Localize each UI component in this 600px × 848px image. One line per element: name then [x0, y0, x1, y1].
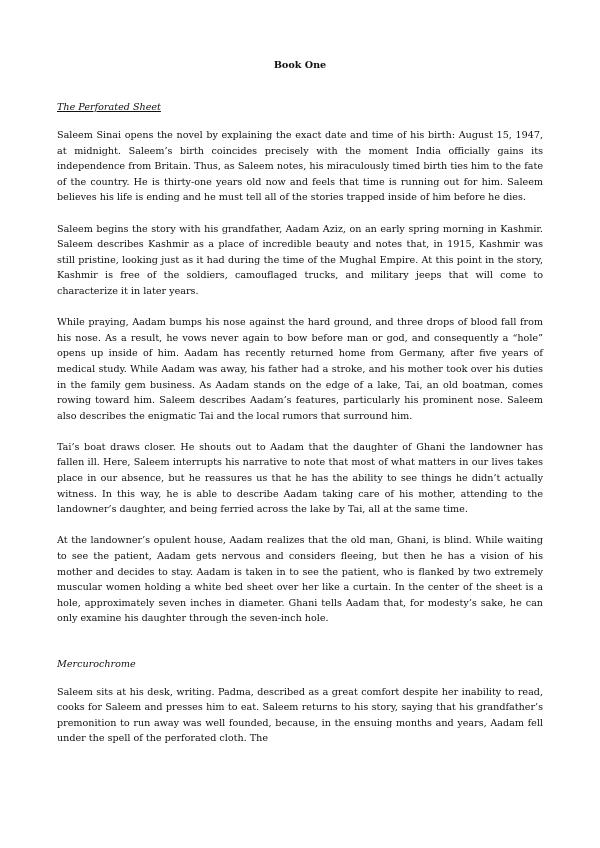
section-heading: The Perforated Sheet: [57, 102, 161, 113]
section-gap: [57, 643, 543, 659]
book-title: Book One: [273, 60, 327, 71]
paragraph: Saleem begins the story with his grandfather, Aadam Aziz, on an early spring morning in Kashmir. Saleem describes Kashmir as a place of incredible beauty and notes that, in 1915, Kashmir was still pristine, looking just as it had during the time of the Mughal Empire. At this point in the story, Kashmir is free of the soldiers, camouflaged trucks, and military jeeps that will come to characterize it in later years.: [57, 223, 543, 297]
paragraph: Saleem sits at his desk, writing. Padma, described as a great comfort despite her inability to read, cooks for Saleem and presses him to eat. Saleem returns to his story, saying that his grandfather’s premonition to run away was well founded, because, in the ensuing months and years, Aadam fell under the spell of the perforated cloth. The: [57, 686, 543, 745]
section-perforated-sheet: [57, 102, 543, 627]
paragraph: At the landowner’s opulent house, Aadam realizes that the old man, Ghani, is blind. While waiting to see the patient, Aadam gets nervous and considers fleeing, but then he has a vision of his mother and decides to stay. Aadam is taken in to see the patient, who is flanked by two extremely muscular women holding a white bed sheet over her like a curtain. In the center of the sheet is a hole, approximately seven inches in diameter. Ghani tells Aadam that, for modesty’s sake, he can only examine his daughter through the seven-inch hole.: [57, 535, 543, 625]
paragraph: While praying, Aadam bumps his nose against the hard ground, and three drops of blood fall from his nose. As a result, he vows never again to bow before man or god, and consequently a “hole” opens up inside of him. Aadam has recently returned home from Germany, after five years of medical study. While Aadam was away, his father had a stroke, and his mother took over his duties in the family gem business. As Aadam stands on the edge of a lake, Tai, an old boatman, comes rowing toward him. Saleem describes Aadam’s features, particularly his prominent nose. Saleem also describes the enigmatic Tai and the local rumors that surround him.: [57, 317, 543, 422]
section-mercurochrome: [57, 659, 543, 747]
section-heading: Mercurochrome: [57, 658, 136, 670]
paragraph: Tai’s boat draws closer. He shouts out to Aadam that the daughter of Ghani the landowner has fallen ill. Here, Saleem interrupts his narrative to note that most of what matters in our lives takes place in our absence, but he reassures us that he has the ability to see things he didn’t actually witness. In this way, he is able to describe Aadam taking care of his mother, attending to the landowner’s daughter, and being ferried across the lake by Tai, all at the same time.: [57, 441, 543, 516]
paragraph: Saleem Sinai opens the novel by explaining the exact date and time of his birth: August 15, 1947, at midnight. Saleem’s birth coincides precisely with the moment India officially gains its independence from Britain. Thus, as Saleem notes, his miraculously timed birth ties him to the fate of the country. He is thirty-one years old now and feels that time is running out for him. Saleem believes his life is ending and he must tell all of the stories trapped inside of him before he dies.: [57, 130, 543, 204]
